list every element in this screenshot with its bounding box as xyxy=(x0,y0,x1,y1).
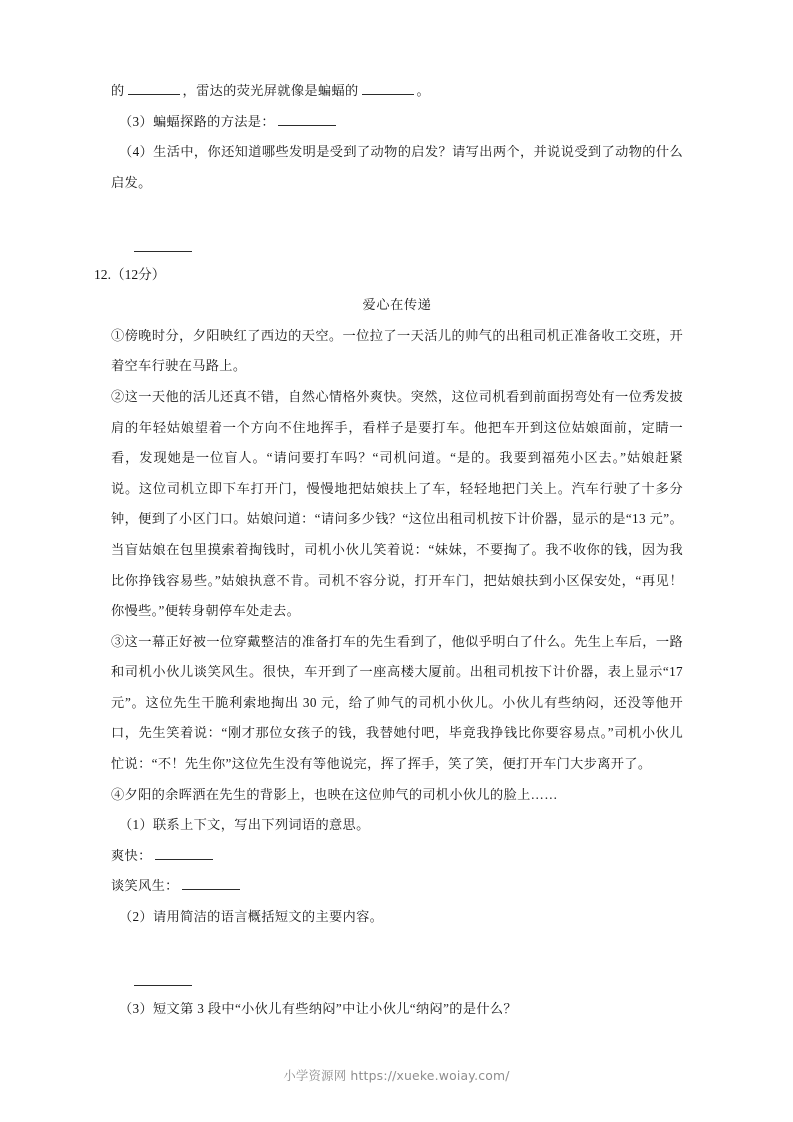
vocab-label-shuangkuai: 爽快： xyxy=(111,847,152,863)
question-3-text: （3）蝙蝠探路的方法是： xyxy=(119,113,275,129)
passage-paragraph-2: ②这一天他的活儿还真不错，自然心情格外爽快。突然，这位司机看到前面拐弯处有一位秀发披肩的年轻姑娘望着一个方向不住地挥手，看样子是要打车。他把车开到这位姑娘面前，定睛一看，发现她是一位盲人。“请问要打车吗？“司机问道。“是的。我要到福苑小区去。”姑娘赶紧说。这位司机立即下车打开门，慢慢地把姑娘扶上了车，轻轻地把门关上。汽车行驶了十多分钟，便到了小区门口。姑娘问道：“请问多少钱？“这位出租司机按下计价器，显示的是“13 元”。当盲姑娘在包里摸索着掏钱时，司机小伙儿笑着说：“妹妹，不要掏了。我不收你的钱，因为我比你挣钱容易些。”姑娘执意不肯。司机不容分说，打开车门，把姑娘扶到小区保安处，“再见！你慢些。”便转身朝停车处走去。 xyxy=(111,388,683,619)
question-4-inventions: （4）生活中，你还知道哪些发明是受到了动物的启发？请写出两个，并说说受到了动物的什么启发。 xyxy=(111,144,683,190)
question-3-bat-method xyxy=(111,107,683,138)
passage-paragraph-3: ③这一幕正好被一位穿戴整洁的准备打车的先生看到了，他似乎明白了什么。先生上车后，一路和司机小伙儿谈笑风生。很快，车开到了一座高楼大厦前。出租司机按下计价器，表上显示“17 元”。这位先生干脆利索地掏出 30 元，给了帅气的司机小伙儿。小伙儿有些纳闷，还没等他开口，先生笑着说：“刚才那位女孩子的钱，我替她付吧，毕竟我挣钱比你要容易点。”司机小伙儿忙说：“不！先生你”这位先生没有等他说完，挥了挥手，笑了笑，便打开车门大步离开了。 xyxy=(111,633,683,772)
sub-question-1: （1）联系上下文，写出下列词语的意思。 xyxy=(119,817,370,833)
passage-paragraph-4: ④夕阳的余晖洒在先生的背影上，也映在这位帅气的司机小伙儿的脸上…… xyxy=(111,786,558,802)
answer-blank[interactable] xyxy=(182,876,240,890)
footer-watermark: 小学资源网 https://xueke.woiay.com/ xyxy=(283,1068,510,1083)
answer-rule[interactable] xyxy=(111,229,683,260)
continuation-prefix: 的 xyxy=(111,83,125,98)
continuation-middle: ，雷达的荧光屏就像是蝙蝠的 xyxy=(182,83,359,98)
passage-title: 爱心在传递 xyxy=(362,297,432,313)
answer-blank[interactable] xyxy=(128,81,180,95)
page-content xyxy=(94,76,683,1024)
vocab-label-tanxiaofengsheng: 谈笑风生： xyxy=(111,878,179,894)
answer-blank[interactable] xyxy=(155,846,213,860)
question-12-number: 12.（12分） xyxy=(94,266,166,282)
sub-question-3: （3）短文第 3 段中“小伙儿有些纳闷”中让小伙儿“纳闷”的是什么？ xyxy=(119,1000,517,1016)
sub-question-2: （2）请用简洁的语言概括短文的主要内容。 xyxy=(119,909,384,925)
vocab-item-shuangkuai xyxy=(111,841,683,872)
answer-space xyxy=(111,198,683,229)
vocab-item-tanxiaofengsheng xyxy=(111,871,683,902)
continuation-fill-line xyxy=(111,76,683,107)
continuation-suffix: 。 xyxy=(416,83,431,98)
answer-blank[interactable] xyxy=(362,81,414,95)
passage-paragraph-1: ①傍晚时分，夕阳映红了西边的天空。一位拉了一天活儿的帅气的出租司机正准备收工交班，开着空车行驶在马路上。 xyxy=(111,327,683,374)
answer-rule[interactable] xyxy=(111,963,683,994)
answer-blank[interactable] xyxy=(278,112,336,126)
answer-space xyxy=(111,933,683,964)
